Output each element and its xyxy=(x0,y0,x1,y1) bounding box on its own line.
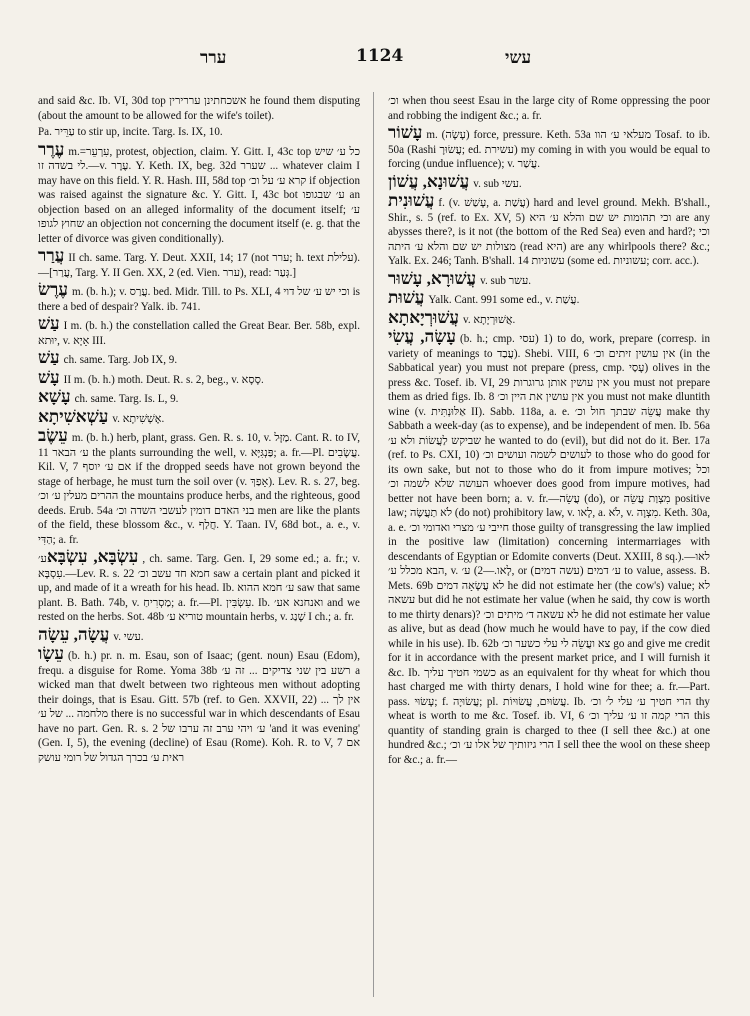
column-divider xyxy=(373,92,374,997)
entry-text: m. (b. h.) herb, plant, grass. Gen. R. s. 10, v. מַזָּל. Cant. R. to IV, 11 ע׳ הבאר the plants surrounding the well, v. פַּנְגִּיָּא; a. fr.—Pl. עֲשָׂבִים. Kil. V, 7 אם ע׳ יוסף if the dropped seeds have not grown beyond the stage of herbage, he must turn the soil over (v. אָפַךְ). Lev. R. s. 27, beg. ההרים מעלין ע׳ וכ׳ the mountains produce herbs, and the righteous, good deeds. Erub. 54a בני האדם דומין לעשבי השדה וכ׳ men are like the plants of the field, these blossom &c., v. חֲלַף. Y. Taan. IV, 68d bot., a. e., v. הַדִּי; a. fr. xyxy=(38,432,361,546)
dictionary-entry xyxy=(38,624,360,645)
left-column xyxy=(38,94,360,767)
entry-text: v. sub עשי. xyxy=(473,177,522,190)
entry-text: Yalk. Cant. 991 some ed., v. עֲשַׁת. xyxy=(428,294,580,306)
entry-text: I m. (b. h.) the constellation called the Great Bear. Ber. 58b, expl. יוּתא, v. אָיָא III. xyxy=(38,320,360,347)
entry-text: ch. same. Targ. Is. L, 9. xyxy=(74,393,179,405)
dictionary-entry xyxy=(38,139,361,247)
entry-text: v. אֶשְׁשִׁיתָא. xyxy=(112,412,165,425)
entry-text: ch. same. Targ. Job IX, 9. xyxy=(63,354,178,366)
entry-text: II m. (b. h.) moth. Deut. R. s. 2, beg., v. סָסָא. xyxy=(63,373,264,386)
dictionary-entry xyxy=(38,94,360,123)
entry-text: (b. h.) pr. n. m. Esau, son of Isaac; (gent. noun) Esau (Edom), frequ. a disguise for Rome. Yoma 38b רשע בין שני צדיקים ... זה ע׳ a wicked man that dwelt between two righteous men without adopting their doings, that is Esau. Gitt. 57b (ref. to Gen. XXVII, 22) ... אין לך מלחמה ... של ע׳ there is no successful war in which descendants of Esau have no part. Gen. R. s. 2 ע׳ ויהי ערב זה ערבו של 'and it was evening' (Gen. I, 5), the evening (decline) of Esau (Rome). Koh. R. to V, 7 אם ראית ע׳ בכרך הגדול של רומי עושק xyxy=(38,650,360,764)
entry-headword: עֲשׁוּת xyxy=(388,288,425,307)
page-number: 1124 xyxy=(356,46,404,66)
entry-headword: עַשְׁאשִׁיתָא xyxy=(38,406,109,426)
entry-text: v. עשי. xyxy=(113,630,144,643)
entry-headword: עִשְׂבָּא, עִשְׂבָּא xyxy=(46,547,139,566)
dictionary-entry xyxy=(38,367,360,388)
running-head-right: עשי xyxy=(505,48,532,68)
dictionary-entry xyxy=(38,406,360,427)
dictionary-entry xyxy=(388,193,710,269)
entry-text: II ch. same. Targ. Y. Deut. XXII, 14; 17 (not ערר; h. text עלילת).—[עֲרַר, Targ. Y. II Gen. XX, 2 (ed. Vien. ערר), read: גְּעַר.] xyxy=(38,252,360,279)
running-head-left: ערר xyxy=(200,48,227,68)
entry-headword: עַשׁ xyxy=(38,348,60,367)
entry-headword: עֵשָׂו xyxy=(38,644,65,663)
entry-headword: עֲרַר xyxy=(38,246,65,265)
entry-headword: עֲשׁוּנָא, עֲשׁוֹן xyxy=(388,171,470,191)
entry-headword: עָשָׁא xyxy=(38,387,71,406)
entry-text: and said &c. Ib. VI, 30d top אשכחתינן עררירין he found them disputing (about the amount to be allowed for the wife's toilet). xyxy=(38,95,360,122)
entry-text: v. אֲשׁוּרְיָתָא. xyxy=(463,313,516,326)
dictionary-entry xyxy=(388,94,710,123)
dictionary-entry xyxy=(388,329,710,767)
entry-headword: עָשׁ xyxy=(38,367,60,387)
entry-text: m.=עִרְעֵר, protest, objection, claim. Y. Gitt. I, 43c top כל ע׳ שיש לי בשדה זו.—v. עֶרֶר. Y. Keth. IX, beg. 32d שערר ... whatever claim I may have on this field. Y. R. Hash. III, 58d top קרא ע׳ על וכ׳ if objection was raised against the signature &c. Y. Gitt. I, 43c bot ע׳ שבגופו an objection based on an alleged informality of the document itself; ע׳ שחוץ לגופו an objection not concerning the document itself (e. g. that the letter of divorce was given conditionally). xyxy=(38,145,361,245)
dictionary-entry xyxy=(38,646,360,765)
dictionary-entry xyxy=(38,389,360,407)
entry-headword: עֵשֶׂב xyxy=(38,426,68,445)
entry-headword: עֲשׁוּרָא, עָשׁוּר xyxy=(388,268,477,288)
dictionary-entry xyxy=(388,307,710,328)
entry-headword: עֶרֶר xyxy=(38,139,65,159)
entry-text: וכ׳ when thou seest Esau in the large city of Rome oppressing the poor and robbing the indigent &c.; a. fr. xyxy=(388,95,710,122)
entry-headword: עָשׁוֹר xyxy=(388,123,423,142)
dictionary-entry xyxy=(38,248,360,280)
dictionary-entry xyxy=(388,125,710,172)
dictionary-entry xyxy=(388,171,710,192)
entry-headword: עֲשָׂה, עֵשָׂה xyxy=(38,624,110,644)
entry-text: v. sub עשר. xyxy=(480,274,532,287)
dictionary-entry xyxy=(388,268,710,289)
entry-text: m. (עָשָׂה) force, pressure. Keth. 53a מעלאי ע׳ הוו Tosaf. to ib. 50a (Rashi עֲשׂוּרָ; ed. עשירת) my coming in with you would be equal to forcing (undue influence); v. עֲשַׁר. xyxy=(388,129,711,170)
entry-text: Pa. עַרֵּיר to stir up, incite. Targ. Is. IX, 10. xyxy=(38,126,223,138)
entry-headword: עָשָׂה, עֲשִׂי xyxy=(388,327,456,346)
entry-text: ע׳, ch. same. Targ. Gen. I, 29 some ed.; a. fr.; v. עִסְבָּא.—Lev. R. s. 22 חמא חד עשב וכ׳ saw a certain plant and picked it up, and made of it a wreath for his head. Ib. ע׳ חמא ההוא saw that same plant. B. Bath. 74b, v. מַסְרִיחַ; a. fr.—Pl. עִשְׂבִּין. Ib. ואנחנא אע׳ and we rested on the herbs. Sot. 48b טוריא ע׳ mountain herbs, v. שָׁנַג I ch.; a. fr. xyxy=(38,553,360,623)
entry-text: (b. h.; cmp. עסי) 1) to do, work, prepare (corresp. in variety of meanings to עֲבַד). Shebi. VIII, 6 אין עושין זיתים וכ׳ (in the Sabbatical year) you must not prepare (press, cmp. עָסַי) olives in the press &c. Tosef. ib. VI, 29 אין עושין אותן גרוגרות you must not prepare them as dried figs. Ib. 8 אין עושין את היין וכ׳ you must not make dluntith wine (v. אַלּוּנְתִּית II). Sabb. 118a, a. e. עֲשֵׂה שבתך חול וכ׳ make thy Sabbath a week-day (as to expense), and be independent of men. Ib. 56a שביקש לַעֲשׂוֹת ולא ע׳ he wanted to do (evil), but did not do it. Ber. 17a (ref. to Ps. CXI, 10) לעושים לשמה ועושים וכ׳ to those who do good for its own sake, but not to those who do it from impure motives; וכל העושה שלא לשמה וכ׳ whoever does good from impure motives, had better not have been born; a. v. fr.—עֲשֵׂה (do), or מִצְוַת עֲשֵׂה positive law; לֹא תַעֲשֶׂה (do not) prohibitory law, v. לָאו, a. לֹא, v. מִצְוָה. Keth. 30a, a. e. חייבי ע׳ מצרי ואדומי וכ׳ those guilty of transgressing the law implied in the positive law (limitation) concerning intermarriages with descendants of Egyptian or Edomite converts (Deut. XXIII, 8 sq.).—לאו הבא מכלל ע׳, v. לָאו.—2) ע׳, or ע׳ דמים (עשה דמים) to value, assess. B. Mets. 69b לא עֲשָׂאָה דמים he did not estimate her (the cow's) value; לא עשאה but did he not estimate her value (when he said, thy cow is worth to me thirty denars)? לא עשאה ד׳ מיתים וכ׳ he did not estimate her value as alive, but as dead (how much he would have to pay, if the cow died while in his use). Ib. 62b צא ועֲשֵׂה לי עלי כשער וכ׳ go and give me credit for it in accordance with the present market price, and I will furnish it &c. Ib. כשמי חטיך עליך as an equivalent for thy wheat for which thou hast charged me with thirty denars, I hold wine for thee; a. fr.—Part. pass. עָשׂוּי; f. עֲשׂוּיָה; pl. עֲשׂוּיִם, עֲשׂוּיוֹת. Ib. הרי חטיך ע׳ עלי ל׳ וכ׳ thy wheat is worth to me &c. Tosef. ib. VI, 6 הרי קמה זו ע׳ עליך וכ׳ this quantity of standing grain is charged to thee (I sell thee &c.) at one hundred &c.; הרי גיזותיך של אלו ע׳ וכ׳ I sell thee the wool on these sheep for &c.; a. fr.— xyxy=(388,333,711,766)
dictionary-entry xyxy=(38,282,360,314)
entry-headword: עֲשׁוּרְיָאתָא xyxy=(388,307,460,327)
dictionary-entry xyxy=(38,428,360,547)
entry-text: m. (b. h.); v. עֲרַס. bed. Midr. Till. to Ps. XLI, 4 וכי יש ע׳ של דוי is there a bed of despair? Yalk. ib. 741. xyxy=(38,286,360,313)
dictionary-entry xyxy=(38,125,360,140)
entry-headword: עֶרֶשׂ xyxy=(38,280,69,299)
entry-text: f. (v. עָשַׁשׁ, a. עֲשַׁת) hard and level ground. Mekh. B'shall., Shir., s. 5 (ref. to Ex. XV, 5) וכי תהומות יש שם והלא ע׳ היא are any abysses there?, is it not (the bottom of the Red Sea) even and hard?; וכי מצולות יש שם והלא ע׳ היתה (read היא) are any whirlpools there? &c.; Yalk. Ex. 246; Tanh. B'shall. 14 עשוניות (some ed. עשוניות; corr. acc.). xyxy=(388,197,710,267)
entry-headword: עַשׁ xyxy=(38,314,60,333)
dictionary-entry xyxy=(38,549,360,625)
dictionary-entry xyxy=(38,316,360,348)
dictionary-entry xyxy=(38,350,360,368)
dictionary-entry xyxy=(388,290,710,308)
right-column xyxy=(388,94,710,769)
entry-headword: עֲשׁוּנִית xyxy=(388,191,435,210)
